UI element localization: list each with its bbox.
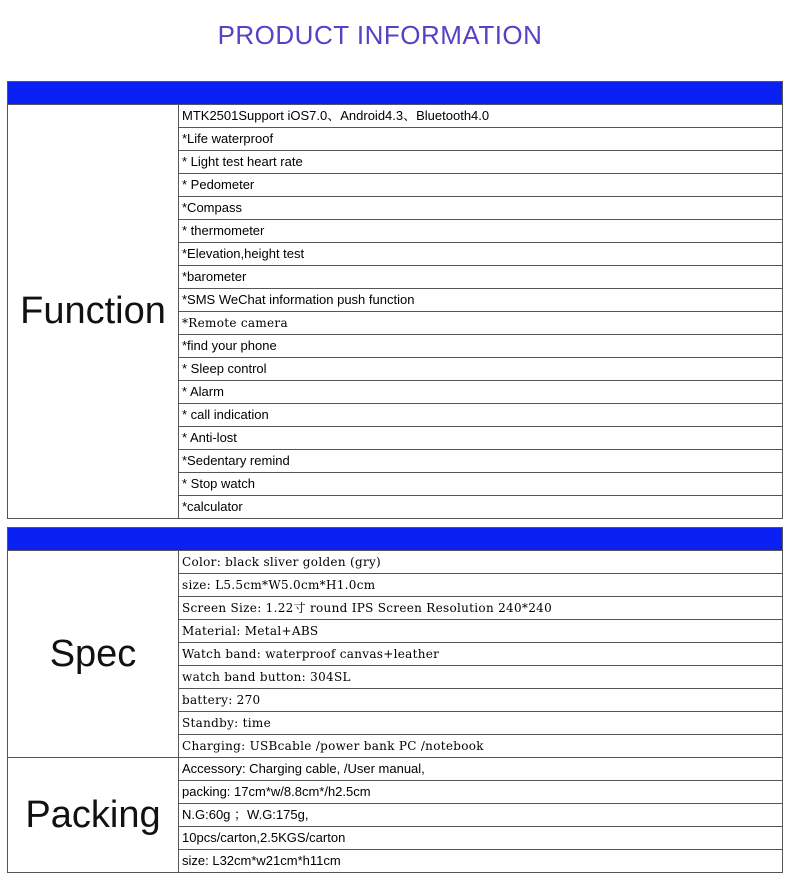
packing-row: Accessory: Charging cable, /User manual, xyxy=(179,758,782,781)
function-row: *SMS WeChat information push function xyxy=(179,289,782,312)
spec-row: Color: black sliver golden (gry) xyxy=(179,551,782,574)
packing-group xyxy=(8,758,782,872)
spec-row: size: L5.5cm*W5.0cm*H1.0cm xyxy=(179,574,782,597)
function-row: * thermometer xyxy=(179,220,782,243)
function-row: *calculator xyxy=(182,499,243,514)
function-row: * Stop watch xyxy=(179,473,782,496)
function-category-label: Function xyxy=(8,105,179,518)
function-row: *Compass xyxy=(179,197,782,220)
function-header-bar xyxy=(8,82,782,105)
spec-row: Charging: USBcable /power bank PC /notebook xyxy=(182,739,484,753)
spec-row: watch band button: 304SL xyxy=(179,666,782,689)
packing-row: packing: 17cm*w/8.8cm*/h2.5cm xyxy=(179,781,782,804)
function-table xyxy=(7,81,783,519)
function-row: * Light test heart rate xyxy=(179,151,782,174)
function-row: MTK2501Support iOS7.0、Android4.3、Bluetooth4.0 xyxy=(179,105,782,128)
function-rows xyxy=(179,105,782,518)
function-row: *Sedentary remind xyxy=(179,450,782,473)
packing-row: size: L32cm*w21cm*h11cm xyxy=(182,853,341,868)
packing-category-label: Packing xyxy=(8,758,179,872)
packing-rows xyxy=(179,758,782,872)
function-row: *Remote camera xyxy=(179,312,782,335)
function-row: *find your phone xyxy=(179,335,782,358)
spec-header-bar xyxy=(8,528,782,551)
packing-row: N.G:60g ；W.G:175g, xyxy=(179,804,782,827)
spec-row: battery: 270 xyxy=(179,689,782,712)
function-row: * Pedometer xyxy=(179,174,782,197)
spec-rows xyxy=(179,551,782,757)
function-row: * Anti-lost xyxy=(179,427,782,450)
spec-category-label: Spec xyxy=(8,551,179,757)
spec-row: Screen Size: 1.22寸 round IPS Screen Resolution 240*240 xyxy=(179,597,782,620)
spec-row: Material: Metal+ABS xyxy=(179,620,782,643)
function-row: *Life waterproof xyxy=(179,128,782,151)
function-row: * Sleep control xyxy=(179,358,782,381)
function-row: *Elevation,height test xyxy=(179,243,782,266)
packing-row: 10pcs/carton,2.5KGS/carton xyxy=(179,827,782,850)
spec-row: Standby: time xyxy=(179,712,782,735)
function-row: * Alarm xyxy=(179,381,782,404)
function-group xyxy=(8,105,782,518)
spec-row: Watch band: waterproof canvas+leather xyxy=(179,643,782,666)
page-title: PRODUCT INFORMATION xyxy=(217,20,543,50)
function-row: * call indication xyxy=(179,404,782,427)
spec-table xyxy=(7,527,783,873)
spec-group xyxy=(8,551,782,758)
function-row: *barometer xyxy=(179,266,782,289)
